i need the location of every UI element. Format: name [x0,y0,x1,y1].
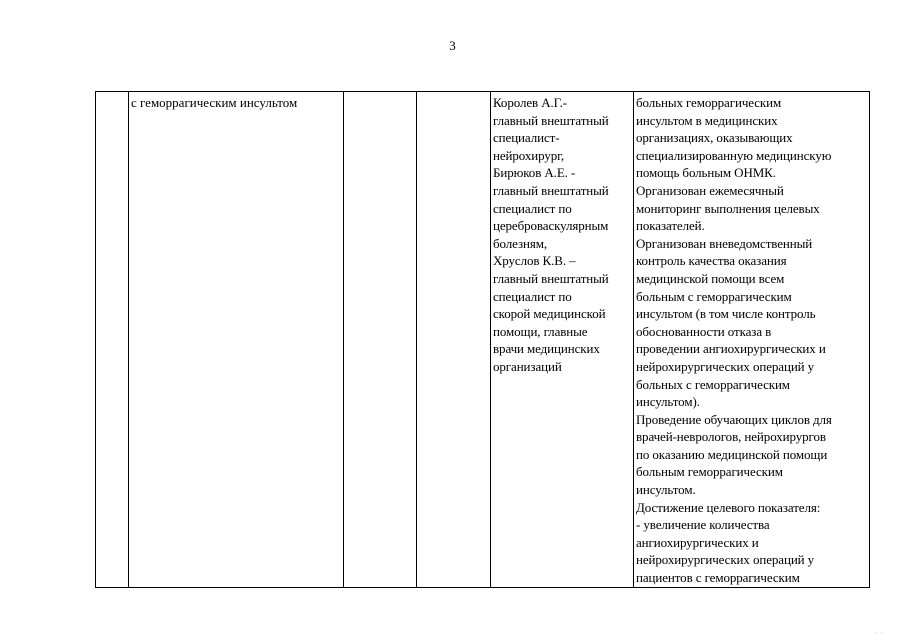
responsible-persons: Королев А.Г.- главный внештатный специалист- нейрохирург, Бирюков А.Е. - главный внештатный специалист по цереброваскулярным болезням, Хруслов К.В. – главный внештатный специалист по скорой медицинской помощи, главные врачи медицинских организаций [493,95,609,374]
table-row [96,92,870,588]
row-number-cell [96,92,129,588]
scan-corner-mark: · · [874,628,883,638]
measures-table [95,91,870,588]
expected-result: больных геморрагическим инсультом в медицинских организациях, оказывающих специализированную медицинскую помощь больным ОНМК. Организован ежемесячный мониторинг выполнения целевых показателей. Организован вневедомственный контроль качества оказания медицинской помощи всем больным с геморрагическим инсультом (в том числе контроль обоснованности отказа в проведении ангиохирургических и нейрохирургических операций у больных с геморрагическим инсультом). Проведение обучающих циклов для врачей-неврологов, нейрохирургов по оказанию медицинской помощи больным геморрагическим инсультом. Достижение целевого показателя: - увеличение количества ангиохирургических и нейрохирургических операций у пациентов с геморрагическим [636,95,832,586]
term-start-cell [344,92,417,588]
responsible-cell [491,92,634,588]
measure-name: с геморрагическим инсультом [131,95,298,110]
term-end-cell [417,92,491,588]
page-number: 3 [449,38,456,53]
measure-name-cell [129,92,344,588]
result-cell [634,92,870,588]
